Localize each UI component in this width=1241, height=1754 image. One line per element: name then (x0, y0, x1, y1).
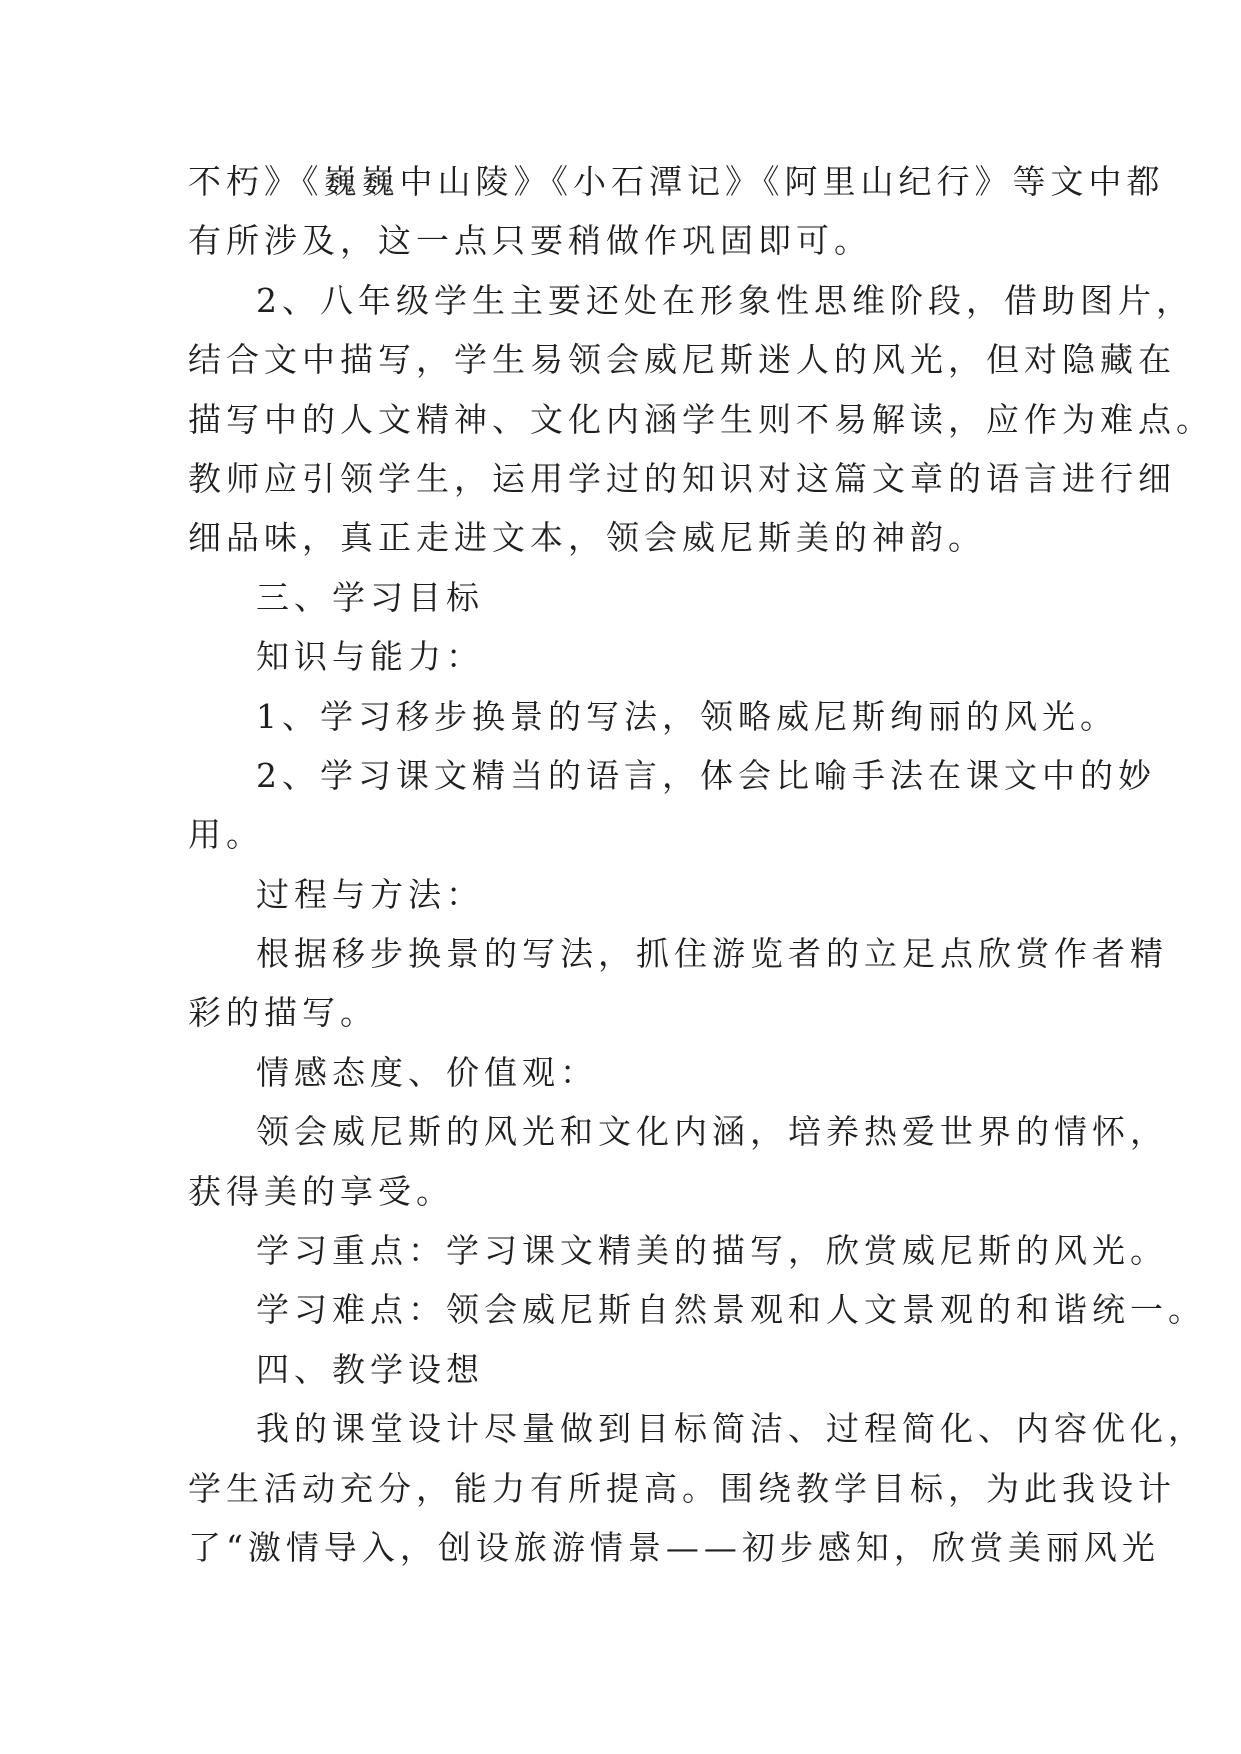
text-line: 不朽》《巍巍中山陵》《小石潭记》《阿里山纪行》等文中都 (188, 162, 1165, 201)
key-point-line: 学习重点：学习课文精美的描写，欣赏威尼斯的风光。 (256, 1231, 1168, 1271)
text-line: 有所涉及，这一点只要稍做作巩固即可。 (188, 221, 872, 261)
subsection-heading: 情感态度、价值观： (256, 1052, 598, 1092)
text-line: 1、学习移步换景的写法，领略威尼斯绚丽的风光。 (256, 696, 1118, 736)
section-heading: 三、学习目标 (256, 577, 484, 617)
text-line: 获得美的享受。 (188, 1171, 454, 1211)
difficulty-line: 学习难点：领会威尼斯自然景观和人文景观的和谐统一。 (256, 1290, 1206, 1330)
text-line: 结合文中描写，学生易领会威尼斯迷人的风光，但对隐藏在 (188, 340, 1176, 380)
text-line: 描写中的人文精神、文化内涵学生则不易解读，应作为难点。 (188, 399, 1214, 439)
body-text (188, 152, 1214, 1577)
text-line: 领会威尼斯的风光和文化内涵，培养热爱世界的情怀， (256, 1112, 1168, 1152)
text-line: 我的课堂设计尽量做到目标简洁、过程简化、内容优化， (256, 1409, 1206, 1449)
text-line: 了“激情导入，创设旅游情景——初步感知，欣赏美丽风光 (188, 1527, 1160, 1567)
subsection-heading: 过程与方法： (256, 874, 484, 914)
section-heading: 四、教学设想 (256, 1349, 484, 1389)
text-line: 细品味，真正走进文本，领会威尼斯美的神韵。 (188, 518, 986, 558)
subsection-heading: 知识与能力： (256, 637, 484, 677)
text-line: 2、学习课文精当的语言，体会比喻手法在课文中的妙 (256, 755, 1156, 795)
text-line: 教师应引领学生，运用学过的知识对这篇文章的语言进行细 (188, 458, 1176, 498)
text-line: 学生活动充分，能力有所提高。围绕教学目标，为此我设计 (188, 1468, 1176, 1508)
text-line: 2、八年级学生主要还处在形象性思维阶段，借助图片， (256, 280, 1194, 320)
text-line: 用。 (188, 815, 264, 855)
text-line: 彩的描写。 (188, 993, 378, 1033)
text-line: 根据移步换景的写法，抓住游览者的立足点欣赏作者精 (256, 934, 1168, 974)
